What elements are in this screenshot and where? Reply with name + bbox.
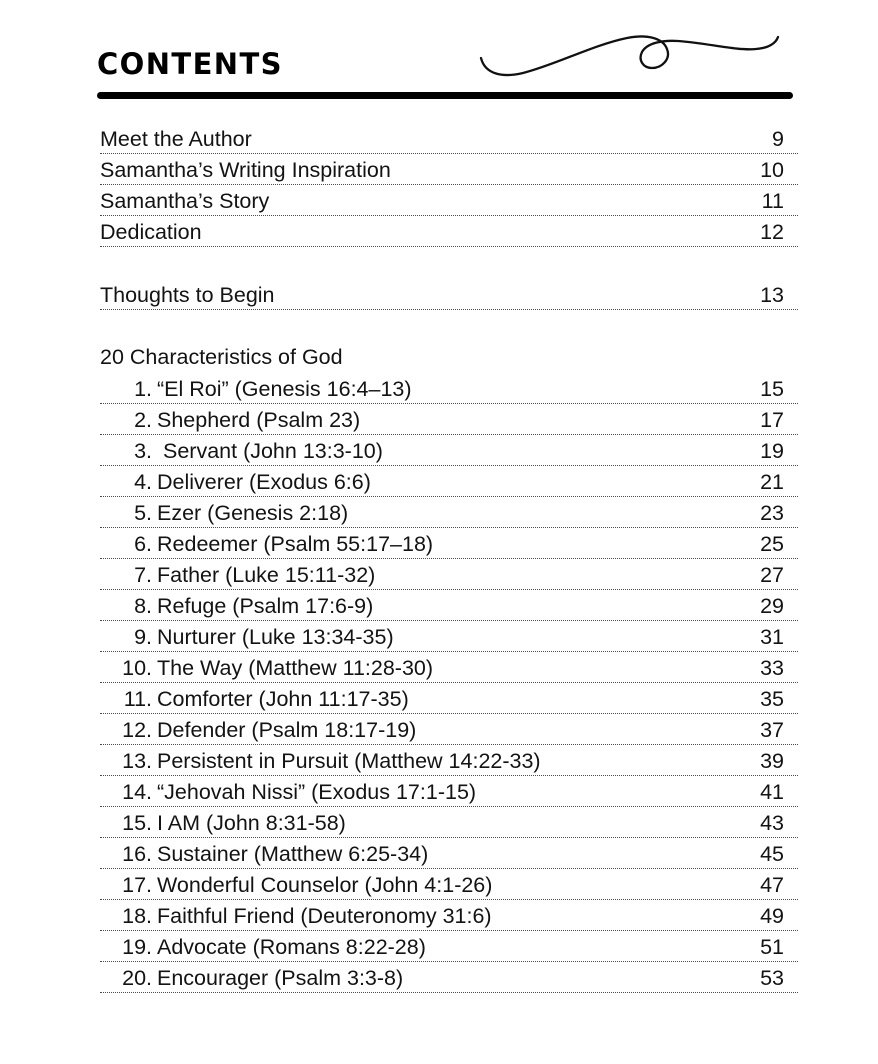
swash-flourish-ornament-icon bbox=[475, 25, 785, 85]
toc-entry-number: 10. bbox=[122, 656, 152, 680]
toc-entry-number: 2. bbox=[134, 408, 152, 432]
toc-entry-number: 4. bbox=[134, 470, 152, 494]
toc-entry-label: The Way (Matthew 11:28-30) bbox=[157, 656, 434, 680]
toc-entry-number: 14. bbox=[122, 780, 152, 804]
toc-entry-label: Nurturer (Luke 13:34-35) bbox=[157, 625, 394, 649]
toc-entry[interactable] bbox=[100, 684, 798, 715]
toc-entry-page: 45 bbox=[760, 842, 784, 866]
toc-entry-label: “El Roi” (Genesis 16:4–13) bbox=[157, 377, 412, 401]
toc-entry-number: 20. bbox=[122, 966, 152, 990]
toc-entry-page: 11 bbox=[761, 189, 784, 213]
toc-entry-label: Dedication bbox=[100, 220, 202, 244]
group-gap bbox=[100, 311, 798, 340]
toc-entry-label: Samantha’s Writing Inspiration bbox=[100, 158, 391, 182]
toc-entry[interactable] bbox=[100, 217, 798, 248]
toc-entry-label: Comforter (John 11:17-35) bbox=[157, 687, 409, 711]
toc-entry-label: Thoughts to Begin bbox=[100, 283, 275, 307]
title-underline-rule bbox=[97, 92, 793, 99]
toc-entry-number: 9. bbox=[134, 625, 152, 649]
toc-entry[interactable] bbox=[100, 498, 798, 529]
toc-entry-page: 49 bbox=[760, 904, 784, 928]
toc-entry-label: Shepherd (Psalm 23) bbox=[157, 408, 361, 432]
toc-entry-number: 12. bbox=[122, 718, 152, 742]
toc-entry-number: 7. bbox=[134, 563, 152, 587]
toc-entry-page: 39 bbox=[760, 749, 784, 773]
toc-entry[interactable] bbox=[100, 839, 798, 870]
toc-entry[interactable] bbox=[100, 405, 798, 436]
toc-entry[interactable] bbox=[100, 560, 798, 591]
toc-entry-label: I AM (John 8:31-58) bbox=[157, 811, 346, 835]
toc-entry-page: 33 bbox=[760, 656, 784, 680]
toc-entry-label: Servant (John 13:3-10) bbox=[163, 439, 383, 463]
toc-entry-label: Redeemer (Psalm 55:17–18) bbox=[157, 532, 434, 556]
toc-entry-page: 9 bbox=[772, 127, 784, 151]
toc-entry-label: Advocate (Romans 8:22-28) bbox=[157, 935, 426, 959]
toc-entry-number: 13. bbox=[122, 749, 152, 773]
toc-entry[interactable] bbox=[100, 932, 798, 963]
toc-entry-page: 43 bbox=[760, 811, 784, 835]
toc-entry[interactable] bbox=[100, 746, 798, 777]
toc-entry-page: 31 bbox=[760, 625, 784, 649]
toc-entry[interactable] bbox=[100, 870, 798, 901]
toc-entry-label: Sustainer (Matthew 6:25-34) bbox=[157, 842, 429, 866]
toc-entry-number: 6. bbox=[134, 532, 152, 556]
toc-entry[interactable] bbox=[100, 901, 798, 932]
toc-entry-page: 10 bbox=[760, 158, 784, 182]
toc-entry[interactable] bbox=[100, 467, 798, 498]
toc-entry[interactable] bbox=[100, 777, 798, 808]
toc-entry[interactable] bbox=[100, 591, 798, 622]
toc-entry[interactable] bbox=[100, 963, 798, 994]
toc-entry-page: 13 bbox=[760, 283, 784, 307]
toc-entry-page: 17 bbox=[760, 408, 784, 432]
toc-entry-number: 8. bbox=[134, 594, 152, 618]
toc-entry[interactable] bbox=[100, 155, 798, 186]
toc-entry-number: 5. bbox=[134, 501, 152, 525]
toc-entry-label: Meet the Author bbox=[100, 127, 252, 151]
group-gap bbox=[100, 248, 798, 280]
toc-entry-page: 27 bbox=[760, 563, 784, 587]
toc-entry[interactable] bbox=[100, 622, 798, 653]
toc-entry-page: 41 bbox=[760, 780, 784, 804]
toc-entry-number: 16. bbox=[122, 842, 152, 866]
toc-entry-label: Encourager (Psalm 3:3-8) bbox=[157, 966, 404, 990]
toc-entry-label: Father (Luke 15:11-32) bbox=[157, 563, 376, 587]
page-title: CONTENTS bbox=[97, 47, 283, 81]
toc-entry-page: 21 bbox=[760, 470, 784, 494]
toc-entry[interactable] bbox=[100, 529, 798, 560]
toc-entry-label: Faithful Friend (Deuteronomy 31:6) bbox=[157, 904, 492, 928]
toc-entry-page: 29 bbox=[760, 594, 784, 618]
toc-entry-page: 15 bbox=[760, 377, 784, 401]
toc-entry-label: Wonderful Counselor (John 4:1-26) bbox=[157, 873, 493, 897]
toc-entry-label: Persistent in Pursuit (Matthew 14:22-33) bbox=[157, 749, 541, 773]
toc-entry[interactable] bbox=[100, 808, 798, 839]
toc-entry-number: 3. bbox=[134, 439, 152, 463]
toc-entry[interactable] bbox=[100, 374, 798, 405]
toc-entry[interactable] bbox=[100, 436, 798, 467]
toc-entry-label: Refuge (Psalm 17:6-9) bbox=[157, 594, 374, 618]
toc-entry-label: Deliverer (Exodus 6:6) bbox=[157, 470, 371, 494]
toc-entry-page: 25 bbox=[760, 532, 784, 556]
toc-entry-page: 51 bbox=[760, 935, 784, 959]
toc-entry-number: 19. bbox=[122, 935, 152, 959]
toc-entry-number: 1. bbox=[134, 377, 152, 401]
toc-entry-label: Samantha’s Story bbox=[100, 189, 270, 213]
toc-entry[interactable] bbox=[100, 280, 798, 311]
toc-entry-number: 18. bbox=[122, 904, 152, 928]
table-of-contents bbox=[100, 124, 798, 994]
toc-entry-label: “Jehovah Nissi” (Exodus 17:1-15) bbox=[157, 780, 477, 804]
toc-entry-number: 15. bbox=[122, 811, 152, 835]
toc-entry-page: 23 bbox=[760, 501, 784, 525]
toc-entry-page: 37 bbox=[760, 718, 784, 742]
toc-entry[interactable] bbox=[100, 653, 798, 684]
toc-entry-number: 17. bbox=[122, 873, 152, 897]
toc-entry-page: 47 bbox=[760, 873, 784, 897]
toc-entry[interactable] bbox=[100, 124, 798, 155]
toc-entry-label: Ezer (Genesis 2:18) bbox=[157, 501, 349, 525]
toc-section-heading-label: 20 Characteristics of God bbox=[100, 345, 343, 369]
toc-entry-page: 35 bbox=[760, 687, 784, 711]
toc-entry-label: Defender (Psalm 18:17-19) bbox=[157, 718, 417, 742]
page-header bbox=[97, 28, 793, 100]
toc-entry-number: 11. bbox=[123, 687, 152, 711]
toc-entry[interactable] bbox=[100, 186, 798, 217]
toc-entry[interactable] bbox=[100, 715, 798, 746]
toc-section-heading bbox=[100, 340, 798, 374]
toc-entry-page: 53 bbox=[760, 966, 784, 990]
toc-entry-page: 12 bbox=[760, 220, 784, 244]
toc-entry-page: 19 bbox=[760, 439, 784, 463]
